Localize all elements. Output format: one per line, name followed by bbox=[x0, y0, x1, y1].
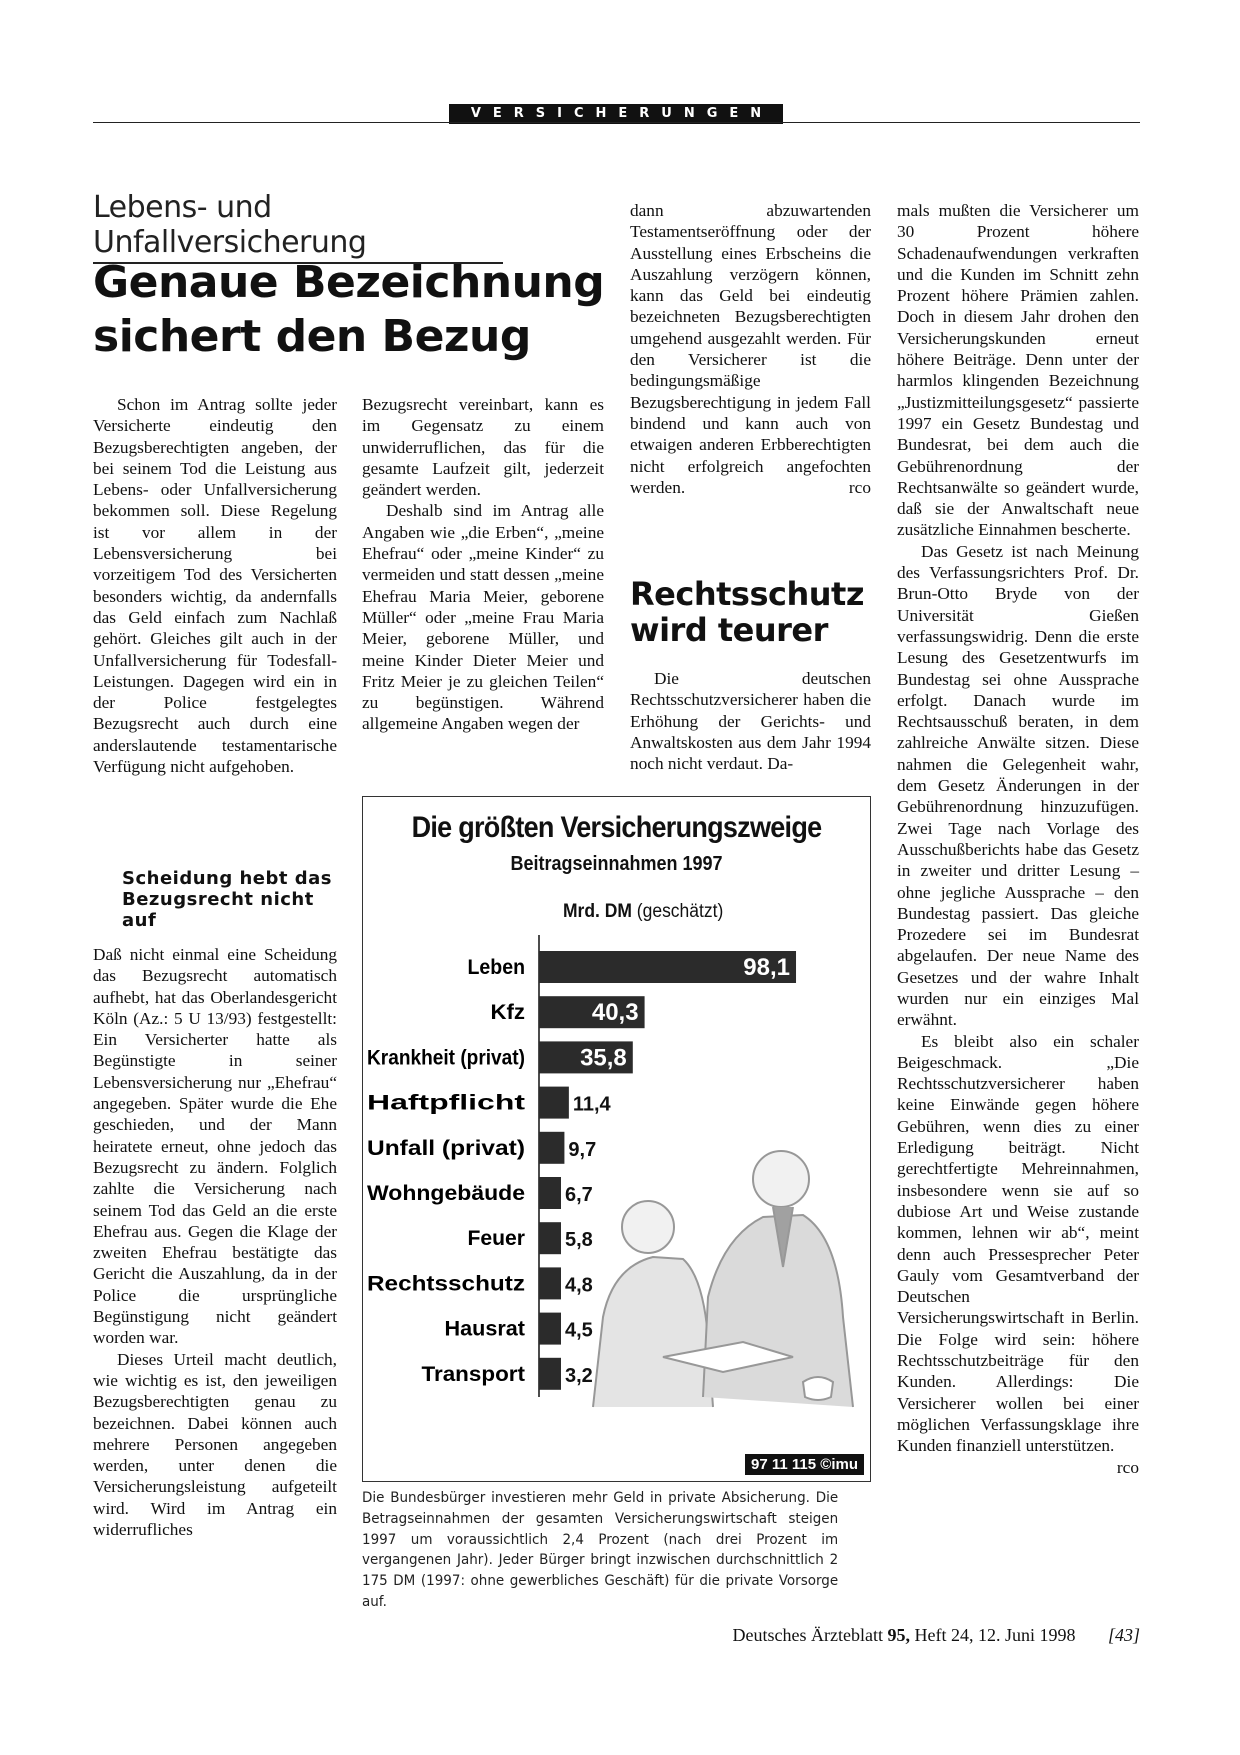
paragraph bbox=[630, 200, 871, 498]
category-label: Rechtsschutz bbox=[367, 1272, 525, 1296]
chart-unit-note: (geschätzt) bbox=[636, 901, 724, 922]
paragraph: Die deutschen Rechtsschutzversicherer haben die Erhöhung der Gerichts- und Anwaltskosten aus dem Jahr 1994 noch nicht verdaut. Da- bbox=[630, 669, 871, 774]
category-label: Transport bbox=[421, 1362, 525, 1386]
paragraph: Dieses Urteil macht deutlich, wie wichtig es ist, den jeweiligen Bezugsberechtigten genau zu bezeichnen. Dabei können auch mehrere Personen angegeben werden, unter denen die Versicherungsleistung aufgeteilt wird. Wird im Antrag ein widerrufliches bbox=[93, 1349, 337, 1540]
section-label: VERSICHERUNGEN bbox=[449, 104, 783, 124]
journal-volume: 95, bbox=[887, 1625, 910, 1645]
bar bbox=[539, 1087, 569, 1119]
value-label: 98,1 bbox=[743, 954, 791, 981]
chart-unit-bold: Mrd. DM bbox=[563, 901, 632, 922]
category-label: Haftpflicht bbox=[367, 1091, 525, 1115]
chart-plot bbox=[363, 797, 871, 1482]
bar bbox=[539, 1358, 561, 1390]
column-3-top bbox=[630, 200, 871, 498]
subheading-rechtsschutz: Rechtsschutz wird teurer bbox=[630, 575, 864, 649]
category-label: Krankheit (privat) bbox=[367, 1046, 525, 1070]
author-sign: rco bbox=[848, 477, 871, 497]
journal-issue: Heft 24, 12. Juni 1998 bbox=[914, 1625, 1076, 1645]
value-label: 6,7 bbox=[565, 1184, 593, 1206]
paragraph: Bezugsrecht vereinbart, kann es im Gegensatz zu einem unwiderruflichen, das für die gesamte Laufzeit gilt, jederzeit geändert werden. bbox=[362, 395, 604, 500]
column-1-intro bbox=[93, 394, 337, 777]
paragraph-text: dann abzuwartenden Testamentseröffnung oder der Ausstellung eines Erbscheins die Auszahlung verzögern können, kann das Geld bei eindeutig bezeichneten Bezugsberechtigten umgehend ausgezahlt werden. Für den Versicherer ist die bedingungsmäßige Bezugsberechtigung in jedem Fall bindend und kann auch von etwaigen anderen Erbberechtigten nicht erfolgreich angefochten werden. bbox=[630, 201, 871, 497]
paragraph: Deshalb sind im Antrag alle Angaben wie „die Erben“, „meine Ehefrau“ oder „meine Kinder“ zu vermeiden und statt dessen „meine Ehefrau Maria Meier, geborene Müller“ oder „meine Frau Maria Meier, geborene Müller, und meine Kinder Dieter Meier und Fritz Meier je zu gleichen Teilen“ zu begünstigen. Während allgemeine Angaben wegen der bbox=[362, 501, 604, 734]
subheading-scheidung: Scheidung hebt das Bezugsrecht nicht auf bbox=[122, 868, 333, 931]
column-4 bbox=[897, 200, 1139, 1478]
bar bbox=[539, 1267, 561, 1299]
chart-illustration bbox=[593, 1151, 853, 1407]
journal-name: Deutsches Ärzteblatt bbox=[732, 1625, 883, 1645]
chart-title: Die größten Versicherungszweige bbox=[411, 811, 822, 844]
value-label: 3,2 bbox=[565, 1364, 593, 1387]
category-label: Leben bbox=[467, 956, 525, 979]
value-label: 9,7 bbox=[568, 1138, 597, 1161]
paragraph: mals mußten die Versicherer um 30 Prozent höhere Schadenaufwendungen verkraften und die Kunden im Schnitt zehn Prozent höhere Prämien zahlen. Doch in diesem Jahr drohen den Versicherungskunden erneut höhere Beiträge. Denn unter der harmlos klingenden Bezeichnung „Justizmitteilungsgesetz“ passierte 1997 ein Gesetz Bundestag und Bundesrat, bei dem auch die Gebührenordnung der Rechtsanwälte so geändert wurde, daß sie der Anwaltschaft neue zusätzliche Einnahmen bescherte. bbox=[897, 201, 1139, 540]
chart-subtitle: Beitragseinnahmen 1997 bbox=[510, 853, 723, 875]
category-label: Unfall (privat) bbox=[367, 1136, 525, 1160]
value-label: 40,3 bbox=[591, 999, 639, 1027]
page-number: [43] bbox=[1107, 1625, 1140, 1645]
bar-chart bbox=[362, 796, 871, 1482]
value-label: 5,8 bbox=[565, 1229, 593, 1252]
chart-caption: Die Bundesbürger investieren mehr Geld in private Absicherung. Die Betragseinnahmen der gesamten Versicherungswirtschaft steigen 1997 um voraussichtlich 2,4 Prozent (nach drei Prozent im vergangenen Jahr). Jeder Bürger bringt inzwischen durchschnittlich 2 175 DM (1997: ohne gewerbliches Geschäft) für die private Vorsorge auf. bbox=[362, 1490, 839, 1610]
paragraph: Schon im Antrag sollte jeder Versicherte eindeutig den Bezugsberechtigten angeben, der bei seinem Tod die Leistung aus Lebens- oder Unfallversicherung bekommen soll. Diese Regelung ist vor allem in der Lebensversicherung bei vorzeitigem Tod des Versicherten besonders wichtig, da andernfalls das Geld einfach zum Nachlaß gehört. Gleiches gilt auch in der Unfallversicherung für Todesfall-Leistungen. Dagegen wird ein in der Police festgelegtes Bezugsrecht auch durch eine anderslautende testamentarische Verfügung nicht aufgehoben. bbox=[93, 395, 337, 777]
category-label: Wohngebäude bbox=[367, 1182, 525, 1205]
article-headline: Genaue Bezeichnung sichert den Bezug bbox=[93, 257, 605, 362]
value-label: 4,8 bbox=[565, 1274, 593, 1297]
paragraph: Daß nicht einmal eine Scheidung das Bezugsrecht automatisch aufhebt, hat das Oberlandesgericht Köln (Az.: 5 U 13/93) festgestellt: Ein Versicherter hatte als Begünstigte in seiner Lebensversicherung nur „Ehefrau“ angegeben. Später wurde die Ehe geschieden, und der Mann heiratete erneut, ohne jedoch das Bezugsrecht zu ändern. Folglich zahlte die Versicherung nach seinem Tod das Geld an die erste Ehefrau aus. Gegen die Klage der zweiten Ehefrau bestätigte das Gericht die Auszahlung, da in der Police die ursprüngliche Begünstigung nicht geändert worden war. bbox=[93, 945, 337, 1348]
bar bbox=[539, 1132, 564, 1164]
value-label: 11,4 bbox=[572, 1093, 611, 1116]
bar bbox=[539, 1222, 561, 1254]
category-label: Hausrat bbox=[444, 1317, 525, 1341]
page-footer bbox=[660, 1625, 1140, 1646]
column-2 bbox=[362, 394, 604, 735]
bar bbox=[539, 1177, 561, 1209]
value-label: 35,8 bbox=[580, 1044, 627, 1072]
paragraph: Das Gesetz ist nach Meinung des Verfassungsrichters Prof. Dr. Brun-Otto Bryde von der Universität Gießen verfassungswidrig. Denn die erste Lesung des Gesetzentwurfs im Bundestag sei ohne Aussprache erfolgt. Danach wurde im Rechtsausschuß beraten, in dem zahlreiche Anwälte sitzen. Diese nahmen die Gelegenheit wahr, dem Gesetz Änderungen in der Gebührenordnung hinzuzufügen. Zwei Tage nach Vorlage des Ausschußberichts habe das Gesetz in zweiter und dritter Lesung – ohne jegliche Aussprache – den Bundestag passiert. Das gleiche Prozedere sei im Bundesrat abgelaufen. Der neue Name des Gesetzes und der wahre Inhalt wurden nur ein einziges Mal erwähnt. bbox=[897, 541, 1139, 1030]
article-kicker: Lebens- und Unfallversicherung bbox=[93, 190, 503, 264]
author-sign: rco bbox=[1116, 1457, 1139, 1477]
category-label: Kfz bbox=[490, 1001, 525, 1025]
header-rule bbox=[93, 122, 1140, 123]
column-1-body bbox=[93, 944, 337, 1540]
paragraph bbox=[897, 1031, 1139, 1477]
paragraph-text: Es bleibt also ein schaler Beigeschmack. „Die Rechtsschutzversicherer haben keine Einwände gegen höhere Gebühren, wenn dies zu einer Erledigung beiträgt. Nicht gerechtfertigte Mehreinnahmen, insbesondere wenn sie auf so dubiose Art und Weise zustande kommen, lehnen wir ab“, meint denn auch Pressesprecher Peter Gauly vom Gesamtverband der Deutschen Versicherungswirtschaft in Berlin. Die Folge wird sein: höhere Rechtsschutzbeiträge für den Kunden. Allerdings: Die Versicherer wollen bei einer möglichen Verfassungsklage ihre Kunden finanziell unterstützen. bbox=[897, 1031, 1139, 1456]
value-label: 4,5 bbox=[565, 1319, 593, 1342]
bar bbox=[539, 1313, 561, 1345]
column-3-body bbox=[630, 668, 871, 774]
category-label: Feuer bbox=[467, 1227, 525, 1251]
chart-credit: 97 11 115 ©imu bbox=[745, 1454, 864, 1475]
